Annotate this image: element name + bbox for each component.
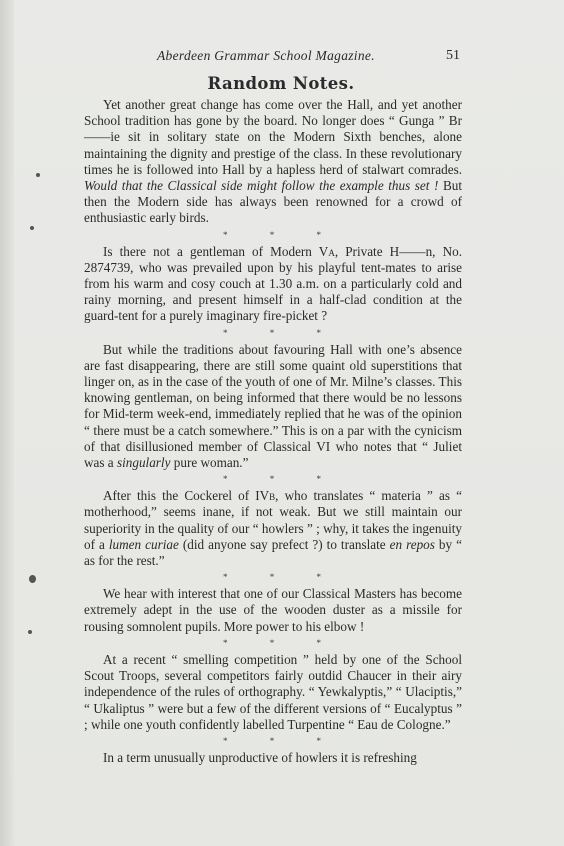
section-separator: * * * — [223, 327, 341, 338]
binding-hole-mark — [30, 226, 34, 230]
italic-text: singularly — [116, 455, 171, 471]
paragraph-text: a — [328, 243, 335, 259]
paragraph-text: We hear with interest that one of our Classical Masters has become extremely adept in the use of the wooden duster as a missile for rousing somnolent pupils. More power to his elbow ! — [84, 586, 462, 634]
paragraph-text: pure woman.” — [170, 455, 249, 471]
paragraph-text: by “ as for the rest.” — [84, 536, 462, 569]
section-separator: * * * — [223, 572, 341, 583]
note-paragraph — [84, 244, 462, 325]
binding-hole-mark — [29, 575, 36, 583]
paragraph-text: But then the Modern side has always been renowned for a crowd of enthusiastic early birds. — [84, 178, 463, 226]
paragraph-text: In a term unusually unproductive of howlers it is refreshing — [103, 749, 417, 765]
paragraph-text: , who translates “ materia ” as “ motherhood,” seems inane, if not weak. But we still maintain our superiority in the quality of our “ howlers ” ; why, it takes the ingenuity of a — [84, 488, 462, 552]
section-separator: * * * — [223, 735, 341, 746]
paragraph-text: After this the Cockerel of IV — [103, 488, 270, 504]
section-separator: * * * — [223, 474, 341, 485]
section-separator: * * * — [223, 637, 341, 648]
article-body — [84, 97, 462, 766]
page-number: 51 — [446, 48, 460, 63]
italic-text: Would that the Classical side might follow the example thus set ! — [84, 178, 439, 194]
note-paragraph — [84, 97, 462, 227]
running-head — [100, 48, 462, 66]
paragraph-text: (did anyone say prefect ?) to translate — [178, 536, 390, 552]
paragraph-text: Is there not a gentleman of Modern V — [103, 243, 329, 259]
note-paragraph — [84, 750, 462, 766]
note-paragraph — [84, 586, 462, 635]
paragraph-text: b — [269, 488, 276, 504]
note-paragraph — [84, 652, 462, 733]
note-paragraph — [84, 342, 462, 472]
italic-text: en repos — [389, 536, 435, 552]
journal-title: Aberdeen Grammar School Magazine. — [157, 48, 375, 63]
paragraph-text: Yet another great change has come over the Hall, and yet another School tradition has gone by the board. No longer does “ Gunga ” Br——ie sit in solitary state on the Modern Sixth benches, alone maintaining the dignity and prestige of the class. In these revolutionary times he is followed into Hall by a hapless herd of stalwart comrades. — [84, 97, 462, 177]
note-paragraph — [84, 488, 462, 569]
binding-hole-mark — [28, 630, 32, 634]
section-separator: * * * — [223, 229, 341, 240]
page-spine-shadow — [0, 0, 14, 846]
paragraph-text: But while the traditions about favouring Hall with one’s absence are fast disappearing, there are still some quaint old superstitions that linger on, as in the case of the youth of one of Mr. Milne’s classes. This knowing gentleman, on being informed that there would be no lessons for Mid-term week-end, immediately replied that he was of the opinion “ there must be a catch somewhere.” This is on a par with the cynicism of that disillusioned member of Classical VI who notes that “ Juliet was a — [84, 341, 462, 471]
paragraph-text: , Private H——n, No. 2874739, who was prevailed upon by his playful tent-mates to arise from his warm and cosy couch at 1.30 a.m. on a particularly cold and rainy morning, and present himself in a half-clad condition at the guard-tent for a purely imaginary fire-picket ? — [84, 243, 462, 324]
paragraph-text: At a recent “ smelling competition ” held by one of the School Scout Troops, several competitors fairly outdid Chaucer in their airy independence of the rules of orthography. “ Yewkalyptis,” “ Ulaciptis,” “ Ukaliptus ” were but a few of the different versions of “ Eucalyptus ” ; while one youth confidently labelled Turpentine “ Eau de Cologne.” — [84, 651, 462, 732]
italic-text: lumen curiae — [108, 536, 179, 552]
binding-hole-mark — [36, 173, 40, 177]
article-title: Random Notes. — [207, 74, 355, 93]
